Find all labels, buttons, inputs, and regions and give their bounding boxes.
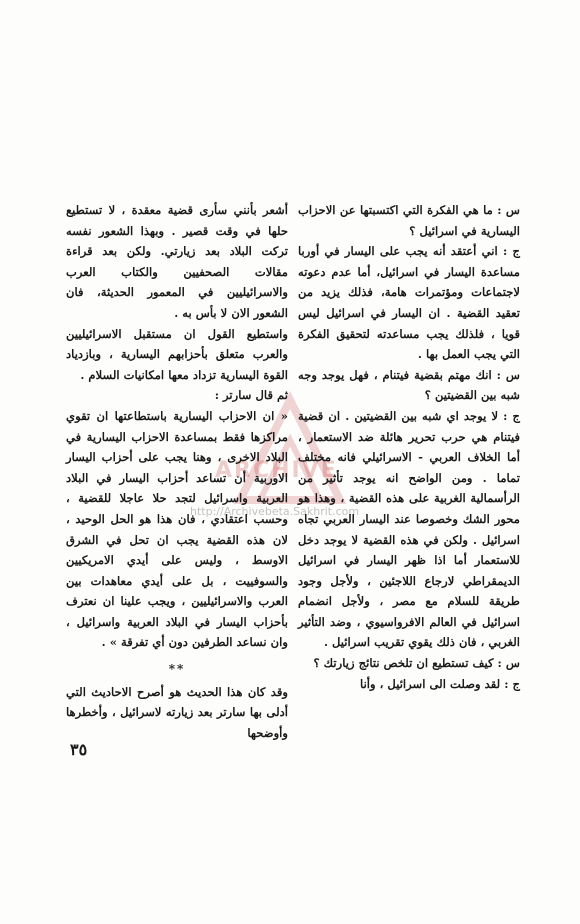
question-1: س : ما هي الفكرة التي اكتسبتها عن الاحزاب اليسارية في اسرائيل ؟ [298,203,520,238]
paragraph-1: أشعر بأنني سأرى قضية معقدة ، لا تستطيع حلها في وقت قصير . وبهذا الشعور نفسه تركت البلاد بعد زيارتي. ولكن بعد قراءة مقالات الصحفيين والكتاب العرب والاسرائيليين في المعمور الحديثة، فان الشعور الان لا بأس به . [66,203,288,320]
section-separator: ** [168,662,186,677]
answer-3: ج : لقد وصلت الى اسرائيل ، وأنا [360,676,520,691]
paragraph-4: « ان الاحزاب اليسارية باستطاعتها ان تقوي مراكزها فقط بمساعدة الاحزاب اليسارية في البلاد الاخرى ، وهنا يجب على أحزاب اليسار الاوربية أن تساعد أحزاب اليسار في البلاد العربية واسرائيل لتجد حلا عاجلا للقضية ، وحسب اعتقادي ، فان هذا هو الحل الوحيد ، لان هذه القضية يجب ان تحل في الشرق الاوسط ، وليس على أيدي الامريكيين والسوفييت ، بل على أيدي معاهدات بين العرب والاسرائيليين ، ويجب علينا ان نعترف بأحزاب اليسار في البلاد العربية واسرائيل ، وان نساعد الطرفين دون أي تفرقة » . [66,408,288,650]
watermark-url: http://Archivebeta.Sakhrit.com [190,505,360,518]
question-3: س : كيف تستطيع ان تلخص نتائج زيارتك ؟ [313,656,520,671]
paragraph-5: وقد كان هذا الحديث هو أصرح الاحاديث التي أدلى بها سارتر بعد زيارته لاسرائيل ، وأخطرها وأوضحها [66,684,288,740]
left-column [66,200,288,743]
paragraph-2: واستطيع القول ان مستقبل الاسرائيليين والعرب متعلق بأحزابهم اليسارية ، وبازدياد القوة اليسارية تزداد معها امكانيات السلام . [66,326,288,382]
paragraph-3: ثم قال سارتر : [214,388,288,403]
answer-1: ج : اني أعتقد أنه يجب على اليسار في أوربا مساعدة اليسار في اسرائيل، أما عدم دعوته لاجتماعات ومؤتمرات هامة، فذلك يزيد من تعقيد القضية . ان اليسار في اسرائيل ليس قويا ، فلذلك يجب مساعدته لتحقيق الفكرة التي يجب العمل بها . [298,244,520,362]
watermark-brand: ARCHIVE [215,458,338,483]
page-number: ٣٥ [70,740,88,759]
question-2: س : انك مهتم بقضية فيتنام ، فهل يوجد وجه شبه بين القضيتين ؟ [298,367,520,403]
answer-2: ج : لا يوجد اي شبه بين القضيتين . ان قضية فيتنام هي حرب تحرير هائلة ضد الاستعمار ، أما الخلاف العربي - الاسرائيلي فانه مختلف تماما . ومن الواضح انه يوجد تأثير من الرأسمالية الغربية على هذه القضية ، وهذا هو محور الشك وخصوصا عند اليسار العربي تجاه اسرائيل . ولكن في هذه القضية لا يوجد دخل للاستعمار أما اذا ظهر اليسار في اسرائيل الديمقراطي لارجاع اللاجئين ، ولأجل وجود طريقة للسلام مع مصر ، ولأجل انضمام اسرائيل في العالم الافرواسيوي ، وضد التأثير الغربي ، فان ذلك يقوي تقريب اسرائيل . [298,408,520,650]
right-column [298,200,520,694]
